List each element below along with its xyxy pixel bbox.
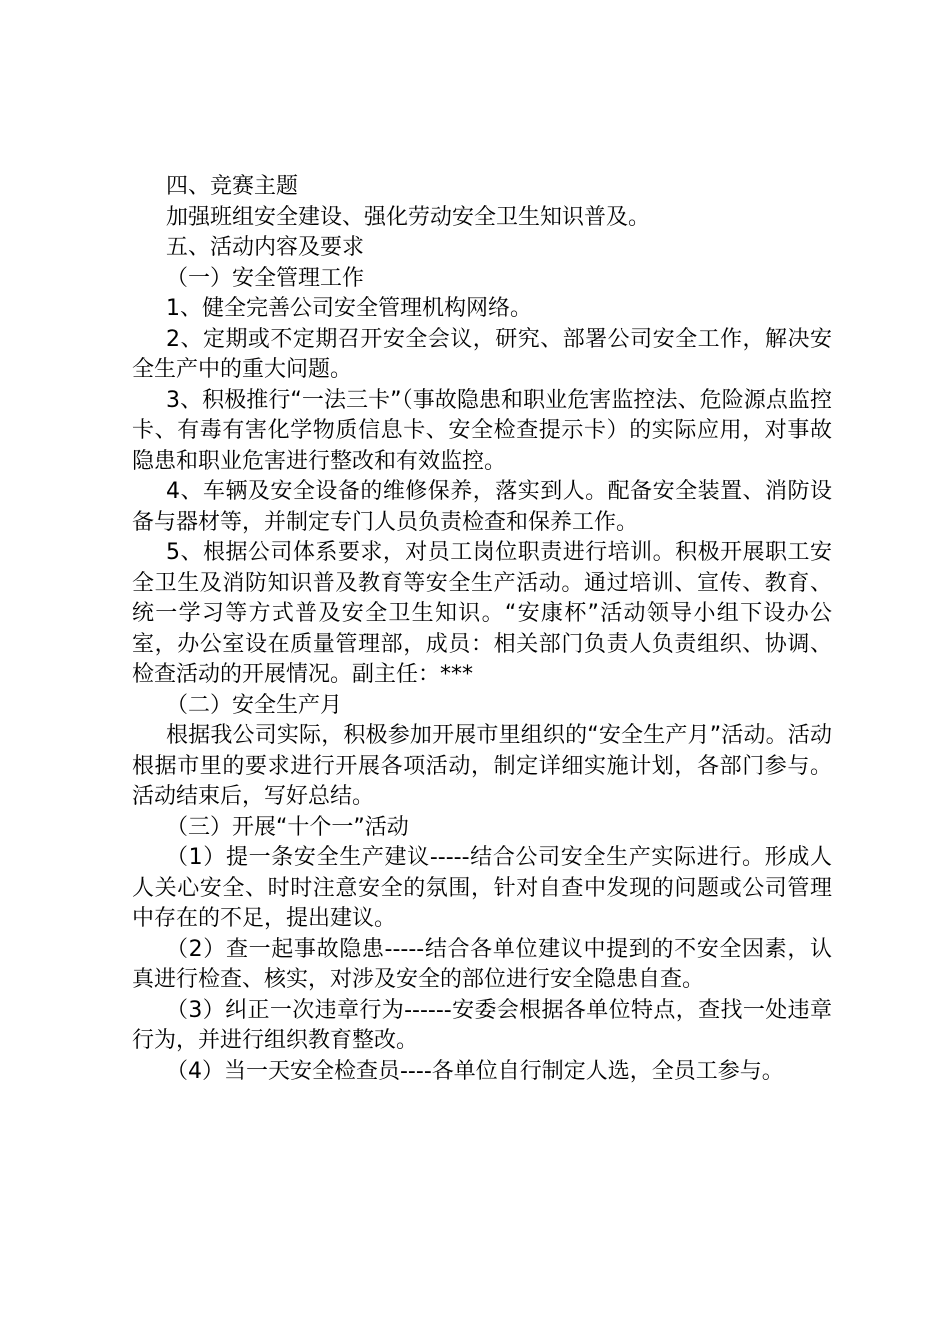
paragraph-item-3: 3、积极推行“一法三卡”（事故隐患和职业危害监控法、危险源点监控卡、有毒有害化学物质信息卡、安全检查提示卡）的实际应用，对事故隐患和职业危害进行整改和有效监控。 [132, 387, 832, 474]
subsection-heading-safety-month: （二）安全生产月 [166, 692, 343, 718]
paragraph-ten-ones-2: （2）查一起事故隐患-----结合各单位建议中提到的不安全因素，认真进行检查、核实，对涉及安全的部位进行安全隐患自查。 [132, 936, 832, 992]
document-body [132, 172, 832, 1087]
section-heading-theme: 四、竞赛主题 [166, 174, 299, 199]
subsection-heading-safety-management: （一）安全管理工作 [166, 265, 365, 291]
paragraph-ten-ones-3: （3）纠正一次违章行为------安委会根据各单位特点，查找一处违章行为，并进行组织教育整改。 [132, 997, 832, 1053]
theme-text: 加强班组安全建设、强化劳动安全卫生知识普及。 [166, 204, 651, 230]
paragraph-item-2: 2、定期或不定期召开安全会议，研究、部署公司安全工作，解决安全生产中的重大问题。 [132, 326, 832, 382]
subsection-heading-ten-ones: （三）开展“十个一”活动 [166, 814, 409, 840]
paragraph-item-5: 5、根据公司体系要求，对员工岗位职责进行培训。积极开展职工安全卫生及消防知识普及教育等安全生产活动。通过培训、宣传、教育、统一学习等方式普及安全卫生知识。“安康杯”活动领导小组下设办公室，办公室设在质量管理部，成员：相关部门负责人负责组织、协调、检查活动的开展情况。副主任：*** [132, 540, 832, 687]
section-heading-activities: 五、活动内容及要求 [166, 235, 365, 260]
paragraph-ten-ones-1: （1）提一条安全生产建议-----结合公司安全生产实际进行。形成人人关心安全、时时注意安全的氛围，针对自查中发现的问题或公司管理中存在的不足，提出建议。 [132, 845, 832, 931]
paragraph-item-4: 4、车辆及安全设备的维修保养，落实到人。配备安全装置、消防设备与器材等，并制定专门人员负责检查和保养工作。 [132, 479, 832, 535]
paragraph-item-1: 1、健全完善公司安全管理机构网络。 [166, 296, 532, 321]
paragraph-safety-month: 根据我公司实际，积极参加开展市里组织的“安全生产月”活动。活动根据市里的要求进行开展各项活动，制定详细实施计划，各部门参与。活动结束后，写好总结。 [132, 723, 832, 809]
paragraph-ten-ones-4: （4）当一天安全检查员----各单位自行制定人选，全员工参与。 [166, 1058, 784, 1084]
